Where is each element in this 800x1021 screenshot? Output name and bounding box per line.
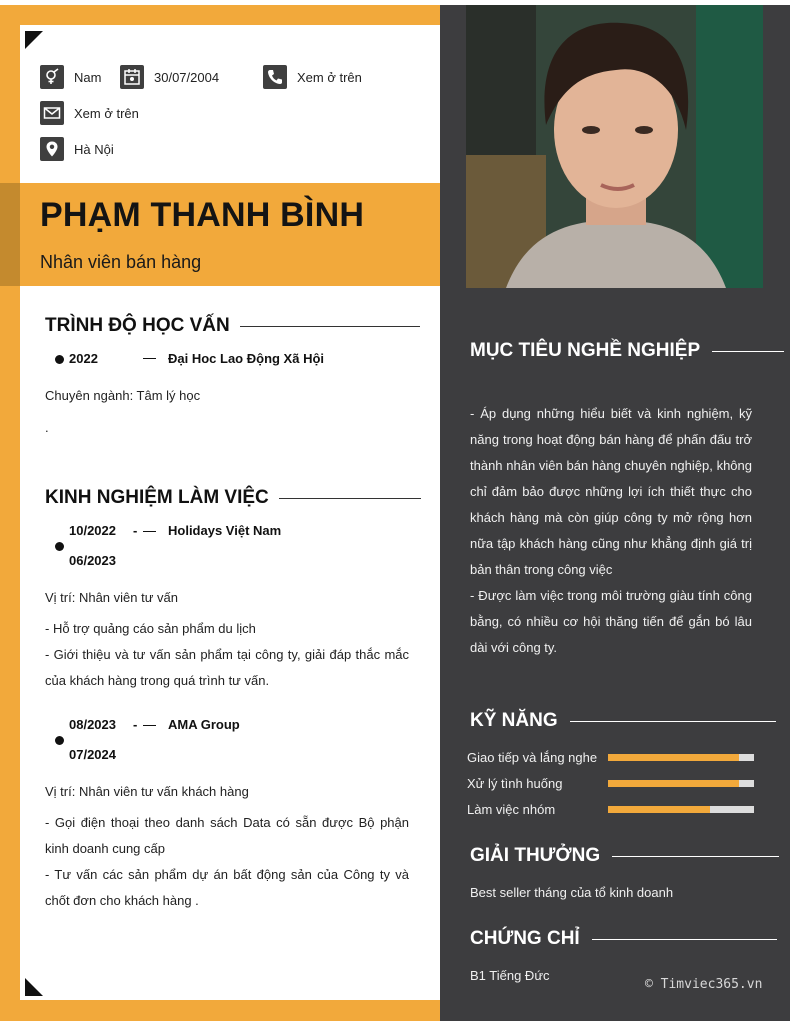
skill-row: [467, 799, 767, 819]
location-pin-icon: [40, 137, 64, 161]
name-band-edge: [0, 183, 20, 286]
job-start-date: 10/2022: [69, 523, 116, 538]
job-duty: - Giới thiệu và tư vấn sản phẩm tại công ty, giải đáp thắc mắc của khách hàng trong quá trình tư vấn.: [45, 647, 409, 688]
contact-birthday: [120, 65, 219, 89]
corner-decoration-top: [25, 31, 43, 49]
timeline-dot: [55, 736, 64, 745]
address-text: Hà Nội: [74, 141, 114, 157]
education-major: Chuyên ngành: Tâm lý học: [45, 388, 201, 403]
skill-bar: [608, 806, 754, 813]
skill-bar-fill: [608, 780, 739, 787]
contact-email: [40, 101, 139, 125]
heading-rule: [570, 721, 776, 722]
certificate-item: B1 Tiếng Đức: [470, 968, 550, 983]
contact-address: [40, 137, 114, 161]
heading-rule: [279, 498, 421, 499]
skill-label: Xử lý tình huống: [467, 775, 563, 791]
skill-label: Làm việc nhóm: [467, 801, 556, 817]
job-company: Holidays Việt Nam: [168, 523, 282, 538]
heading-rule: [240, 326, 420, 327]
skill-row: [467, 773, 767, 793]
job-company: AMA Group: [168, 717, 240, 732]
phone-icon: [263, 65, 287, 89]
timeline-dot: [55, 542, 64, 551]
skill-bar-fill: [608, 754, 739, 761]
corner-decoration-bottom: [25, 978, 43, 996]
email-icon: [40, 101, 64, 125]
phone-text: Xem ở trên: [297, 69, 362, 85]
contact-phone: [263, 65, 362, 89]
job-position: Vị trí: Nhân viên tư vấn khách hàng: [45, 784, 249, 799]
job-duty: - Tư vấn các sản phẩm dự án bất động sản của Công ty và chốt đơn cho khách hàng .: [45, 867, 409, 908]
objective-line: - Được làm việc trong môi trường giàu tính công bằng, có nhiều cơ hội thăng tiến để gắn bó lâu dài với công ty.: [470, 588, 752, 655]
objective-line: - Áp dụng những hiểu biết và kinh nghiệm, kỹ năng trong hoạt động bán hàng để phấn đấu trở thành nhân viên bán hàng chuyên nghiệp, không chỉ đảm bảo được những lợi ích thiết thực cho khách hàng mà còn giúp công ty mở rộng hơn nữa tập khách hàng cũng như khẳng định giá trị bản thân trong công việc: [470, 406, 752, 577]
experience-heading: KINH NGHIỆM LÀM VIỆC: [45, 487, 421, 509]
skill-row: [467, 747, 767, 767]
skill-label: Giao tiếp và lắng nghe: [467, 749, 598, 765]
skill-bar: [608, 754, 754, 761]
certificates-heading: CHỨNG CHỈ: [470, 928, 777, 950]
timeline-dot: [55, 355, 64, 364]
skill-bar: [608, 780, 754, 787]
email-text: Xem ở trên: [74, 105, 139, 121]
gender-icon: [40, 65, 64, 89]
job-position: Vị trí: Nhân viên tư vấn: [45, 590, 178, 605]
heading-rule: [612, 856, 779, 857]
contact-gender: [40, 65, 101, 89]
timeline-dash: [143, 725, 156, 726]
job-start-date: 08/2023: [69, 717, 116, 732]
heading-rule: [592, 939, 777, 940]
awards-heading: GIẢI THƯỞNG: [470, 845, 779, 867]
job-duty: - Gọi điện thoại theo danh sách Data có sẵn được Bộ phận kinh doanh cung cấp: [45, 815, 409, 856]
candidate-title: Nhân viên bán hàng: [40, 252, 202, 272]
skill-bar-fill: [608, 806, 710, 813]
profile-photo: [466, 5, 763, 288]
job-date-separator: -: [133, 523, 138, 538]
education-school: Đại Hoc Lao Động Xã Hội: [168, 351, 325, 366]
timeline-dash: [143, 358, 156, 359]
candidate-name: PHẠM THANH BÌNH: [40, 196, 365, 234]
watermark: © Timviec365.vn: [645, 977, 763, 992]
job-end-date: 07/2024: [69, 747, 116, 762]
birthday-text: 30/07/2004: [154, 69, 220, 85]
job-end-date: 06/2023: [69, 553, 116, 568]
job-date-separator: -: [133, 717, 138, 732]
skills-heading: KỸ NĂNG: [470, 710, 776, 732]
award-item: Best seller tháng của tổ kinh doanh: [470, 885, 674, 900]
gender-text: Nam: [74, 69, 102, 85]
objective-heading: MỤC TIÊU NGHỀ NGHIỆP: [470, 340, 784, 362]
timeline-dash: [143, 531, 156, 532]
education-year: 2022: [69, 351, 98, 366]
calendar-icon: [120, 65, 144, 89]
heading-rule: [712, 351, 784, 352]
education-heading: TRÌNH ĐỘ HỌC VẤN: [45, 315, 420, 337]
education-note: .: [45, 420, 49, 435]
job-duty: - Hỗ trợ quảng cáo sản phẩm du lịch: [45, 621, 256, 636]
